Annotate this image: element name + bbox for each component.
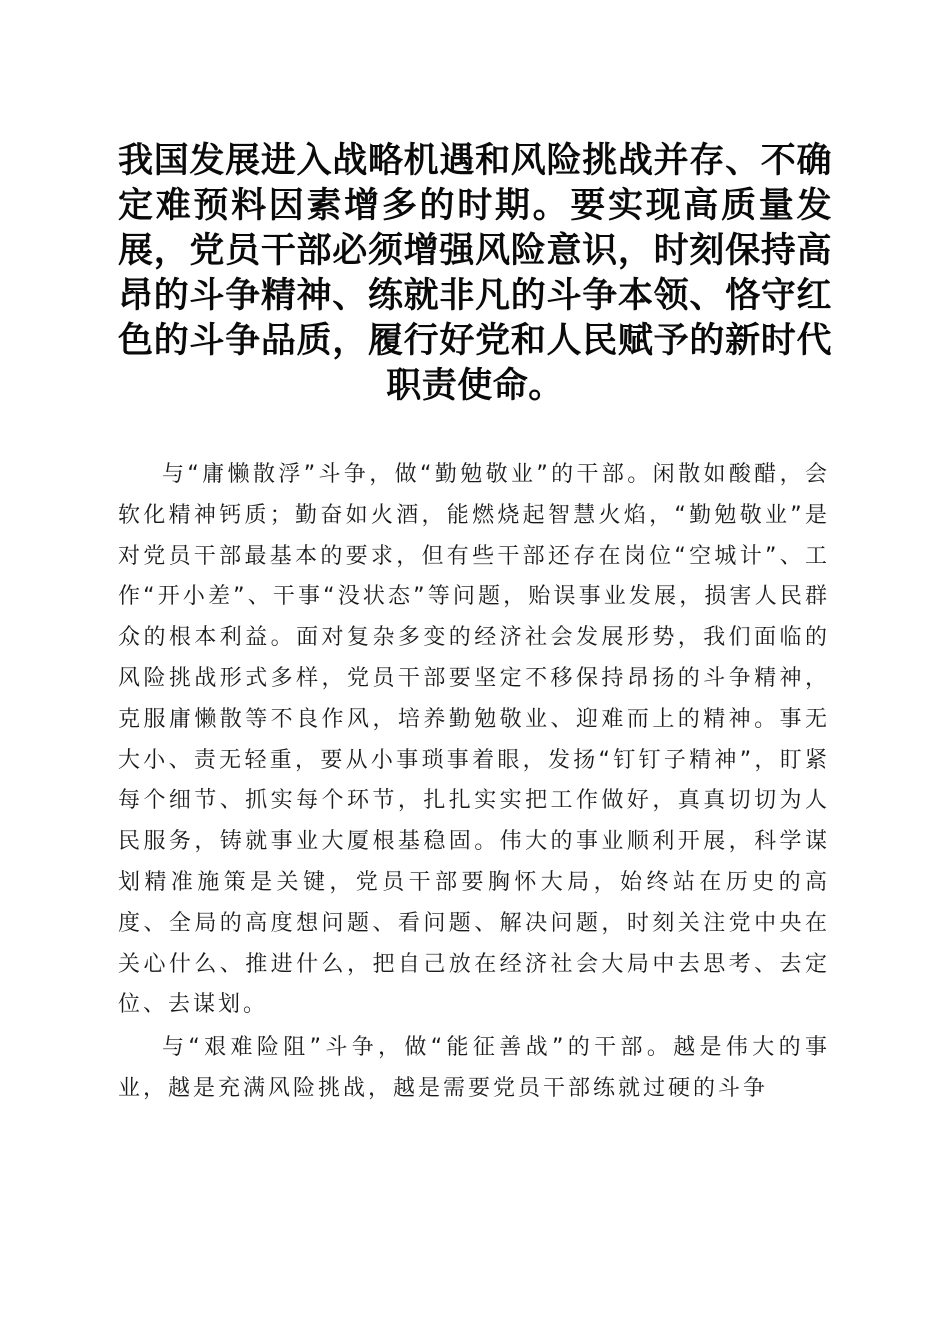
body-paragraph: 与“庸懒散浮”斗争，做“勤勉敬业”的干部。闲散如酸醋，会软化精神钙质；勤奋如火酒，能燃烧起智慧火焰，“勤勉敬业”是对党员干部最基本的要求，但有些干部还存在岗位“空城计”、工作“开小差”、干事“没状态”等问题，贻误事业发展，损害人民群众的根本利益。面对复杂多变的经济社会发展形势，我们面临的风险挑战形式多样，党员干部要坚定不移保持昂扬的斗争精神，克服庸懒散等不良作风，培养勤勉敬业、迎难而上的精神。事无大小、责无轻重，要从小事琐事着眼，发扬“钉钉子精神”，盯紧每个细节、抓实每个环节，扎扎实实把工作做好，真真切切为人民服务，铸就事业大厦根基稳固。伟大的事业顺利开展，科学谋划精准施策是关键，党员干部要胸怀大局，始终站在历史的高度、全局的高度想问题、看问题、解决问题，时刻关注党中央在关心什么、推进什么，把自己放在经济社会大局中去思考、去定位、去谋划。 (118, 462, 830, 1018)
document-title: 我国发展进入战略机遇和风险挑战并存、不确定难预料因素增多的时期。要实现高质量发展，党员干部必须增强风险意识，时刻保持高昂的斗争精神、练就非凡的斗争本领、恪守红色的斗争品质，履行好党和人民赋予的新时代职责使命。 (118, 140, 832, 406)
body-paragraph: 与“艰难险阻”斗争，做“能征善战”的干部。越是伟大的事业，越是充满风险挑战，越是需要党员干部练就过硬的斗争 (118, 1035, 830, 1101)
document-body (118, 455, 830, 1110)
